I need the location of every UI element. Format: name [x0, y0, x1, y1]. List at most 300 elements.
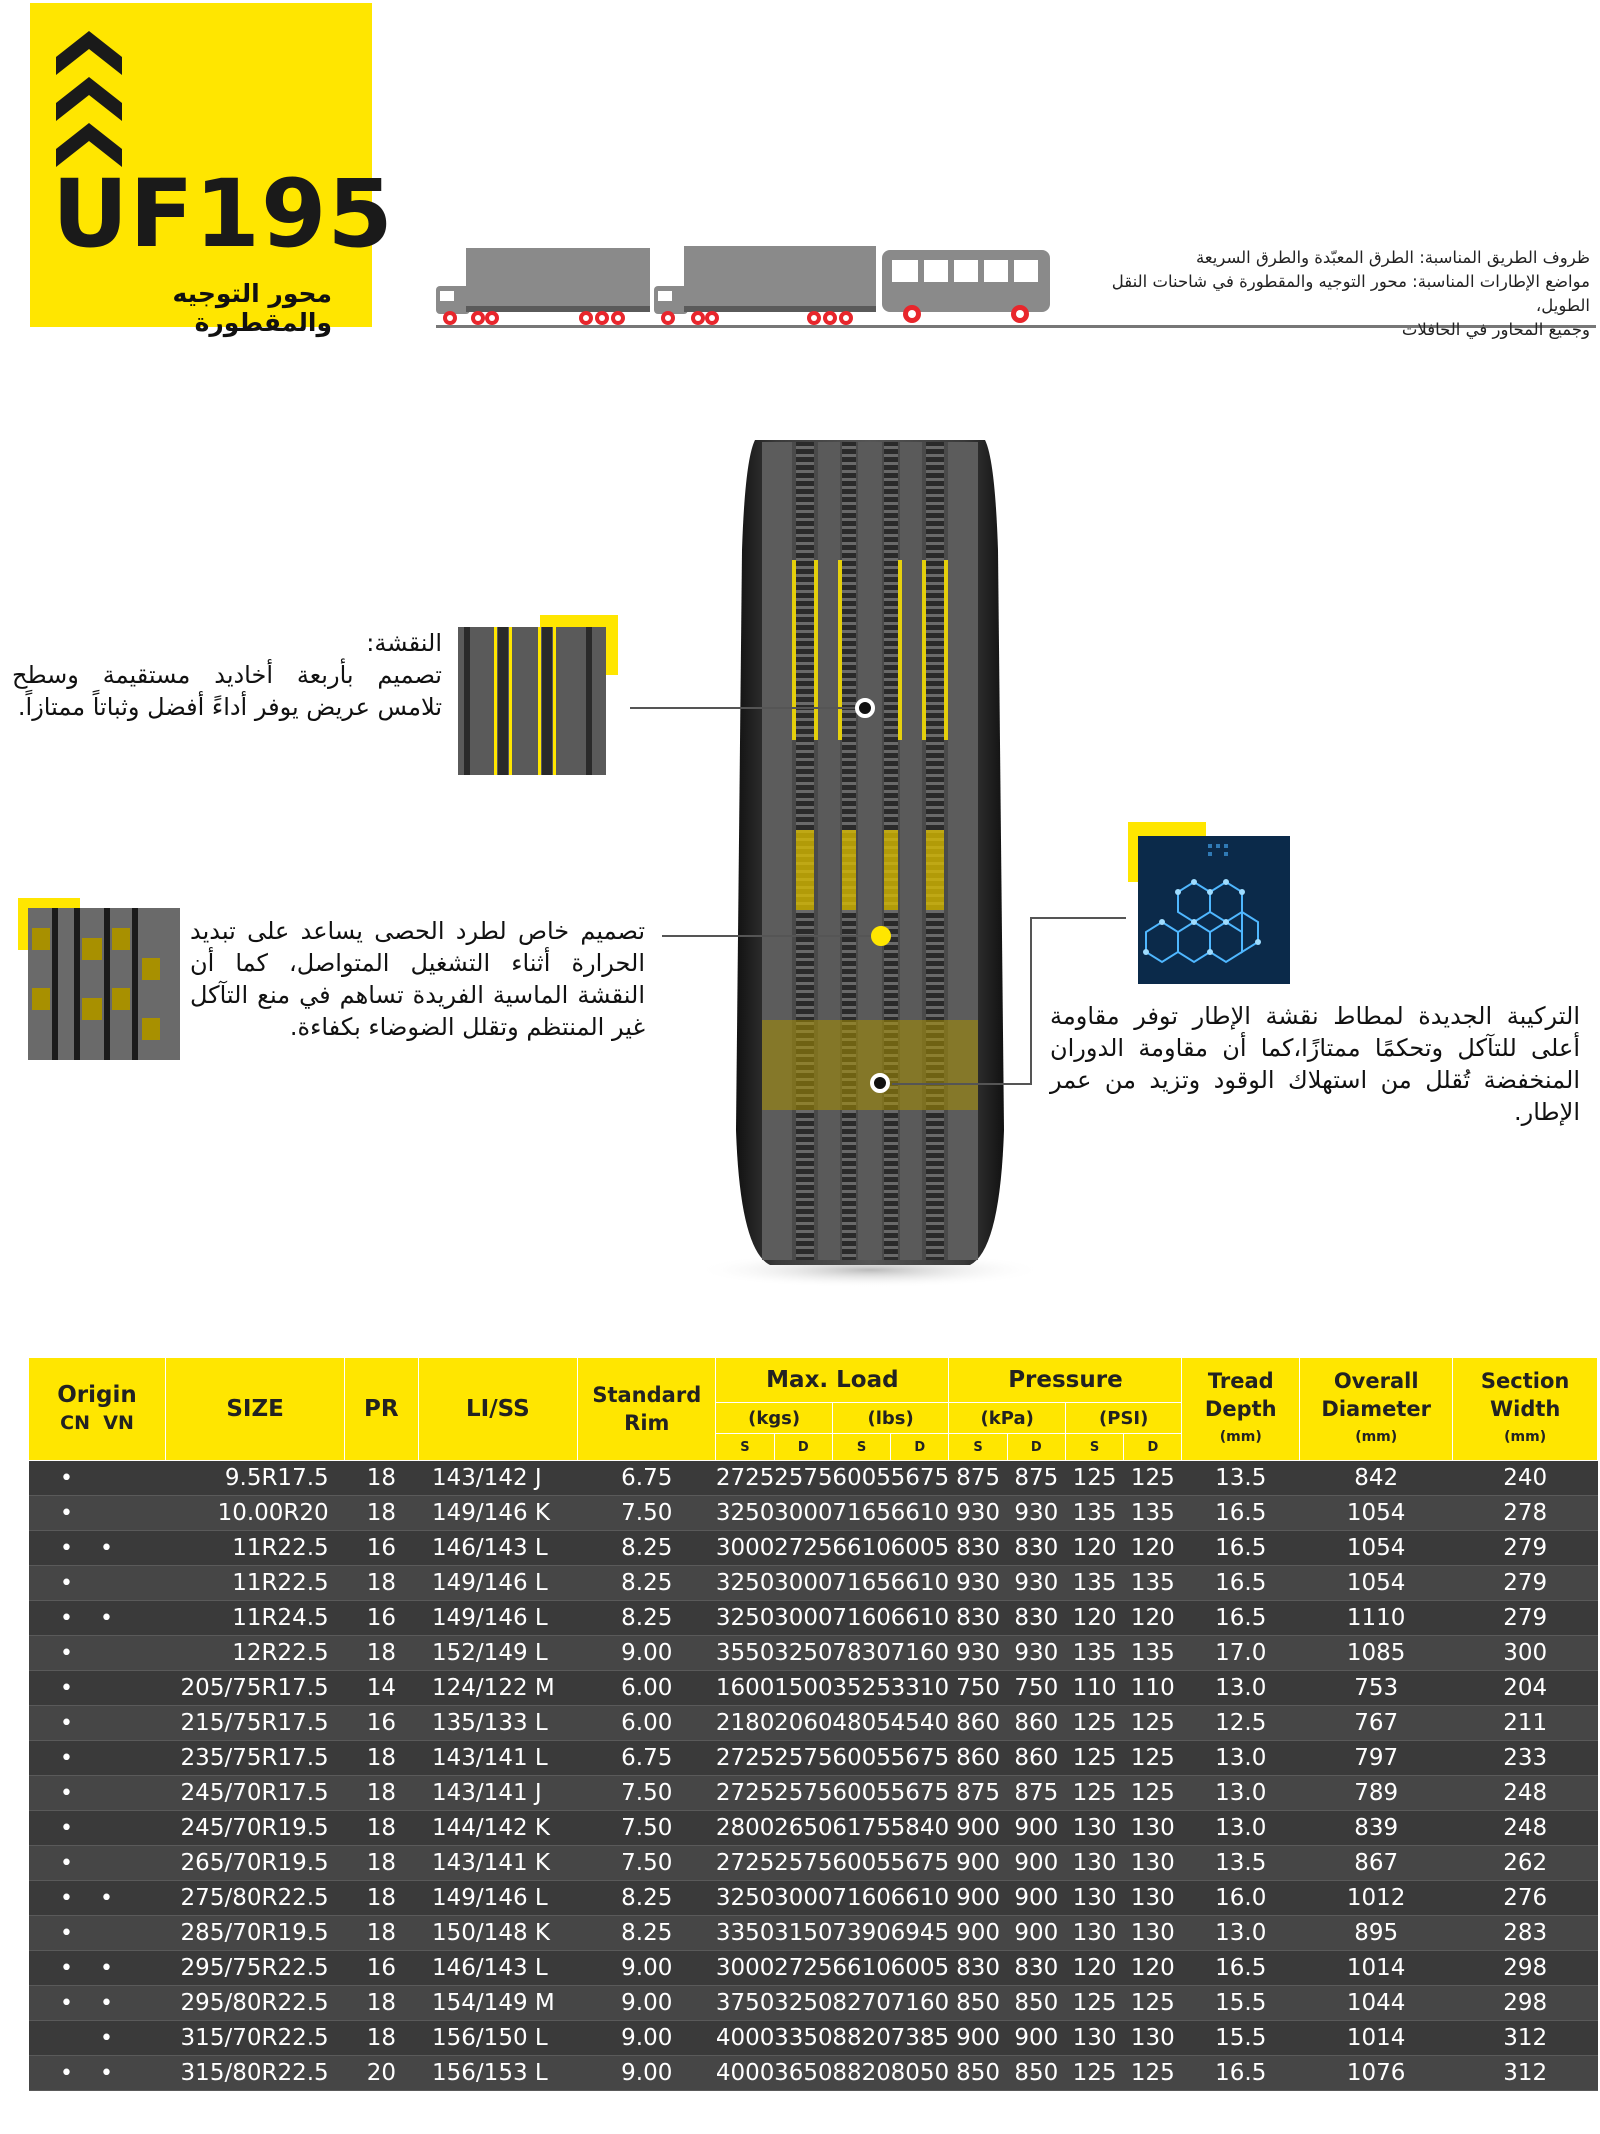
kgs-d-cell: 2575: [774, 1741, 832, 1776]
psi-s-cell: 135: [1065, 1636, 1123, 1671]
psi-d-cell: 120: [1124, 1601, 1182, 1636]
kgs-d-cell: 3000: [774, 1566, 832, 1601]
kpa-d-cell: 860: [1007, 1706, 1065, 1741]
origin-vn-mark: •: [100, 2026, 113, 2051]
tread-cell: 12.5: [1182, 1706, 1300, 1741]
tread-cell: 15.5: [1182, 2021, 1300, 2056]
psi-d-cell: 130: [1124, 1881, 1182, 1916]
size-cell: 295/75R22.5: [166, 1951, 345, 1986]
max-load-header: Max. Load: [716, 1358, 949, 1403]
kgs-s-cell: 3250: [716, 1881, 774, 1916]
pr-cell: 18: [345, 1986, 418, 2021]
psi-d-cell: 125: [1124, 1706, 1182, 1741]
psi-s-cell: 125: [1065, 1461, 1123, 1496]
size-cell: 285/70R19.5: [166, 1916, 345, 1951]
rim-cell: 8.25: [578, 1881, 716, 1916]
tread-cell: 16.5: [1182, 1496, 1300, 1531]
lbs-d-cell: 3310: [891, 1671, 949, 1706]
origin-cn-mark: •: [60, 1816, 73, 1841]
origin-vn-header: VN: [103, 1412, 134, 1434]
origin-vn-mark: •: [100, 1606, 113, 1631]
pr-header: PR: [345, 1358, 418, 1461]
origin-cell: [29, 1916, 166, 1951]
psi-d-cell: 130: [1124, 1846, 1182, 1881]
lbs-d-cell: 5675: [891, 1461, 949, 1496]
kpa-s-cell: 830: [949, 1951, 1007, 1986]
origin-cell: [29, 1566, 166, 1601]
kpa-d-cell: 875: [1007, 1776, 1065, 1811]
tread-cell: 15.5: [1182, 1986, 1300, 2021]
kpa-d-cell: 930: [1007, 1636, 1065, 1671]
psi-dual-header: D: [1124, 1434, 1182, 1461]
lbs-d-cell: 7385: [891, 2021, 949, 2056]
compound-leader-line-v: [1030, 917, 1032, 1085]
pr-cell: 18: [345, 1776, 418, 1811]
kgs-d-cell: 2650: [774, 1811, 832, 1846]
lbs-s-cell: 6005: [832, 1846, 890, 1881]
rim-cell: 9.00: [578, 1986, 716, 2021]
kgs-d-cell: 2060: [774, 1706, 832, 1741]
tread-cell: 16.5: [1182, 1531, 1300, 1566]
kpa-s-cell: 900: [949, 1916, 1007, 1951]
kgs-s-cell: 3550: [716, 1636, 774, 1671]
table-row: [29, 1811, 1598, 1846]
kpa-d-cell: 750: [1007, 1671, 1065, 1706]
stone-leader-line: [662, 935, 872, 937]
li-cell: 146/143 L: [418, 1951, 578, 1986]
sw-cell: 248: [1453, 1811, 1598, 1846]
lbs-d-cell: 7160: [891, 1636, 949, 1671]
origin-cell: [29, 1496, 166, 1531]
kpa-s-cell: 830: [949, 1601, 1007, 1636]
kgs-d-cell: 2725: [774, 1951, 832, 1986]
kgs-header: (kgs): [716, 1403, 833, 1434]
kgs-s-cell: 1600: [716, 1671, 774, 1706]
origin-cell: [29, 1846, 166, 1881]
kpa-header: (kPa): [949, 1403, 1066, 1434]
kgs-d-cell: 3650: [774, 2056, 832, 2091]
pr-cell: 16: [345, 1706, 418, 1741]
pr-cell: 18: [345, 1636, 418, 1671]
overall-diameter-header: Overall Diameter (mm): [1300, 1358, 1453, 1461]
origin-cell: [29, 1636, 166, 1671]
sw-cell: 312: [1453, 2021, 1598, 2056]
sw-cell: 283: [1453, 1916, 1598, 1951]
li-cell: 124/122 M: [418, 1671, 578, 1706]
kpa-d-cell: 900: [1007, 1811, 1065, 1846]
lbs-s-cell: 7160: [832, 1601, 890, 1636]
kpa-d-cell: 850: [1007, 2056, 1065, 2091]
od-cell: 1110: [1300, 1601, 1453, 1636]
lbs-s-cell: 8270: [832, 1986, 890, 2021]
psi-s-cell: 125: [1065, 1986, 1123, 2021]
kpa-d-cell: 900: [1007, 1846, 1065, 1881]
sw-cell: 298: [1453, 1986, 1598, 2021]
origin-cell: [29, 1531, 166, 1566]
pr-cell: 18: [345, 2021, 418, 2056]
lbs-dual-header: D: [891, 1434, 949, 1461]
tread-cell: 16.5: [1182, 1601, 1300, 1636]
tread-callout-text: تصميم بأربعة أخاديد مستقيمة وسطح تلامس عريض يوفر أداءً أفضل وثباتاً ممتازاً.: [12, 661, 442, 721]
size-cell: 265/70R19.5: [166, 1846, 345, 1881]
origin-cn-mark: •: [60, 1466, 73, 1491]
origin-cn-mark: •: [60, 1921, 73, 1946]
lbs-s-cell: 6175: [832, 1811, 890, 1846]
kpa-single-header: S: [949, 1434, 1007, 1461]
origin-cn-mark: •: [60, 1641, 73, 1666]
table-row: [29, 1986, 1598, 2021]
kgs-d-cell: 1500: [774, 1671, 832, 1706]
compound-text: التركيبة الجديدة لمطاط نقشة الإطار توفر مقاومة أعلى للتآكل وتحكمًا ممتازًا،كما أن مقاومة الدوران المنخفضة تُقلل من استهلاك الوقود وتزيد من عمر الإطار.: [1050, 1002, 1580, 1126]
origin-cell: [29, 1461, 166, 1496]
od-cell: 1044: [1300, 1986, 1453, 2021]
tread-cell: 13.0: [1182, 1776, 1300, 1811]
size-cell: 315/70R22.5: [166, 2021, 345, 2056]
kgs-d-cell: 2575: [774, 1846, 832, 1881]
table-row: [29, 1881, 1598, 1916]
lbs-d-cell: 7160: [891, 1986, 949, 2021]
table-row: [29, 1741, 1598, 1776]
psi-s-cell: 125: [1065, 2056, 1123, 2091]
origin-cn-mark: •: [60, 1571, 73, 1596]
table-row: [29, 2056, 1598, 2091]
origin-header: Origin CN VN: [29, 1358, 166, 1461]
kgs-d-cell: 3000: [774, 1881, 832, 1916]
psi-s-cell: 130: [1065, 1846, 1123, 1881]
kpa-s-cell: 850: [949, 1986, 1007, 2021]
psi-d-cell: 130: [1124, 1916, 1182, 1951]
size-cell: 11R22.5: [166, 1566, 345, 1601]
kgs-s-cell: 2725: [716, 1741, 774, 1776]
size-cell: 215/75R17.5: [166, 1706, 345, 1741]
wheel-position-text: مواضع الإطارات المناسبة: محور التوجيه والمقطورة في شاحنات النقل الطويل،: [1111, 272, 1590, 315]
li-cell: 144/142 K: [418, 1811, 578, 1846]
rim-cell: 7.50: [578, 1811, 716, 1846]
origin-cn-header: CN: [60, 1412, 91, 1434]
size-cell: 10.00R20: [166, 1496, 345, 1531]
kpa-d-cell: 930: [1007, 1496, 1065, 1531]
kpa-d-cell: 830: [1007, 1531, 1065, 1566]
kpa-s-cell: 900: [949, 1846, 1007, 1881]
table-row: [29, 1636, 1598, 1671]
li-cell: 156/153 L: [418, 2056, 578, 2091]
tread-cell: 17.0: [1182, 1636, 1300, 1671]
sw-cell: 262: [1453, 1846, 1598, 1881]
od-cell: 1014: [1300, 1951, 1453, 1986]
rim-cell: 8.25: [578, 1531, 716, 1566]
tread-marker: [855, 698, 875, 718]
psi-d-cell: 125: [1124, 1461, 1182, 1496]
od-cell: 1054: [1300, 1566, 1453, 1601]
psi-s-cell: 130: [1065, 2021, 1123, 2056]
origin-cell: [29, 1811, 166, 1846]
size-cell: 12R22.5: [166, 1636, 345, 1671]
psi-s-cell: 120: [1065, 1951, 1123, 1986]
kpa-s-cell: 930: [949, 1496, 1007, 1531]
kpa-d-cell: 900: [1007, 1881, 1065, 1916]
kgs-d-cell: 2575: [774, 1776, 832, 1811]
model-name: UF195: [52, 160, 394, 269]
origin-vn-mark: •: [100, 1991, 113, 2016]
table-row: [29, 1601, 1598, 1636]
kgs-s-cell: 4000: [716, 2056, 774, 2091]
psi-d-cell: 135: [1124, 1566, 1182, 1601]
tread-cell: 13.0: [1182, 1811, 1300, 1846]
kgs-s-cell: 4000: [716, 2021, 774, 2056]
size-cell: 9.5R17.5: [166, 1461, 345, 1496]
psi-d-cell: 135: [1124, 1496, 1182, 1531]
size-cell: 205/75R17.5: [166, 1671, 345, 1706]
origin-cn-mark: •: [60, 1746, 73, 1771]
lbs-s-cell: 6610: [832, 1531, 890, 1566]
kgs-s-cell: 3250: [716, 1566, 774, 1601]
size-cell: 295/80R22.5: [166, 1986, 345, 2021]
tread-cell: 13.5: [1182, 1461, 1300, 1496]
lbs-d-cell: 6945: [891, 1916, 949, 1951]
table-row: [29, 2021, 1598, 2056]
sw-cell: 276: [1453, 1881, 1598, 1916]
table-row: [29, 1461, 1598, 1496]
size-cell: 11R22.5: [166, 1531, 345, 1566]
kpa-s-cell: 750: [949, 1671, 1007, 1706]
li-cell: 143/141 K: [418, 1846, 578, 1881]
kgs-s-cell: 3250: [716, 1496, 774, 1531]
pr-cell: 16: [345, 1951, 418, 1986]
rim-cell: 7.50: [578, 1496, 716, 1531]
psi-d-cell: 125: [1124, 1741, 1182, 1776]
chevron-up-icon: [54, 29, 124, 169]
kpa-d-cell: 850: [1007, 1986, 1065, 2021]
liss-header: LI/SS: [418, 1358, 578, 1461]
lbs-s-cell: 3525: [832, 1671, 890, 1706]
sw-cell: 204: [1453, 1671, 1598, 1706]
od-cell: 1054: [1300, 1496, 1453, 1531]
table-row: [29, 1566, 1598, 1601]
psi-d-cell: 125: [1124, 1986, 1182, 2021]
origin-cell: [29, 1951, 166, 1986]
kgs-single-header: S: [716, 1434, 774, 1461]
lbs-s-cell: 7830: [832, 1636, 890, 1671]
kgs-s-cell: 2800: [716, 1811, 774, 1846]
tread-pattern-thumbnail: [458, 615, 618, 775]
pr-cell: 18: [345, 1916, 418, 1951]
kgs-s-cell: 2725: [716, 1846, 774, 1881]
lbs-s-cell: 6005: [832, 1461, 890, 1496]
tread-cell: 16.5: [1182, 1951, 1300, 1986]
truck-trailer-icon: [436, 248, 650, 325]
origin-cn-mark: •: [60, 1886, 73, 1911]
tread-cell: 16.0: [1182, 1881, 1300, 1916]
kgs-s-cell: 3000: [716, 1531, 774, 1566]
origin-cell: [29, 2056, 166, 2091]
li-cell: 143/142 J: [418, 1461, 578, 1496]
origin-cell: [29, 1776, 166, 1811]
lbs-d-cell: 5675: [891, 1846, 949, 1881]
table-row: [29, 1916, 1598, 1951]
sw-cell: 279: [1453, 1566, 1598, 1601]
size-cell: 235/75R17.5: [166, 1741, 345, 1776]
psi-d-cell: 125: [1124, 2056, 1182, 2091]
lbs-d-cell: 8050: [891, 2056, 949, 2091]
size-cell: 11R24.5: [166, 1601, 345, 1636]
pr-cell: 18: [345, 1811, 418, 1846]
kpa-s-cell: 900: [949, 1881, 1007, 1916]
sw-cell: 233: [1453, 1741, 1598, 1776]
origin-cell: [29, 1671, 166, 1706]
size-cell: 245/70R19.5: [166, 1811, 345, 1846]
od-cell: 1012: [1300, 1881, 1453, 1916]
kpa-s-cell: 900: [949, 2021, 1007, 2056]
lbs-header: (lbs): [832, 1403, 949, 1434]
li-cell: 154/149 M: [418, 1986, 578, 2021]
bus-icon: [882, 250, 1050, 323]
stone-ejector-text: تصميم خاص لطرد الحصى يساعد على تبديد الحرارة أثناء التشغيل المتواصل، كما أن النقشة الماسية الفريدة تساهم في منع التآكل غير المنتظم وتقلل الضوضاء بكفاءة.: [190, 917, 645, 1041]
li-cell: 150/148 K: [418, 1916, 578, 1951]
psi-d-cell: 125: [1124, 1776, 1182, 1811]
od-cell: 842: [1300, 1461, 1453, 1496]
li-cell: 143/141 J: [418, 1776, 578, 1811]
kpa-d-cell: 875: [1007, 1461, 1065, 1496]
lbs-s-cell: 7160: [832, 1881, 890, 1916]
kpa-s-cell: 860: [949, 1706, 1007, 1741]
od-cell: 1085: [1300, 1636, 1453, 1671]
li-cell: 143/141 L: [418, 1741, 578, 1776]
kgs-s-cell: 3750: [716, 1986, 774, 2021]
rim-cell: 8.25: [578, 1601, 716, 1636]
table-row: [29, 1846, 1598, 1881]
psi-d-cell: 130: [1124, 1811, 1182, 1846]
compound-leader-line-top: [1030, 917, 1126, 919]
sw-cell: 312: [1453, 2056, 1598, 2091]
psi-s-cell: 135: [1065, 1566, 1123, 1601]
kpa-dual-header: D: [1007, 1434, 1065, 1461]
rim-cell: 9.00: [578, 2056, 716, 2091]
li-cell: 135/133 L: [418, 1706, 578, 1741]
sw-cell: 279: [1453, 1531, 1598, 1566]
table-row: [29, 1776, 1598, 1811]
tread-leader-line: [630, 707, 865, 709]
psi-s-cell: 130: [1065, 1916, 1123, 1951]
li-cell: 149/146 K: [418, 1496, 578, 1531]
li-cell: 152/149 L: [418, 1636, 578, 1671]
tread-cell: 16.5: [1182, 1566, 1300, 1601]
tread-cell: 13.0: [1182, 1916, 1300, 1951]
kgs-s-cell: 2180: [716, 1706, 774, 1741]
compound-marker: [870, 1073, 890, 1093]
psi-d-cell: 120: [1124, 1531, 1182, 1566]
origin-cn-mark: •: [60, 1956, 73, 1981]
rim-cell: 9.00: [578, 2021, 716, 2056]
kpa-s-cell: 900: [949, 1811, 1007, 1846]
table-row: [29, 1671, 1598, 1706]
table-row: [29, 1496, 1598, 1531]
compound-leader-line-h: [892, 1083, 1032, 1085]
kpa-s-cell: 860: [949, 1741, 1007, 1776]
origin-cn-mark: •: [60, 1781, 73, 1806]
spec-table-body: [29, 1461, 1598, 2091]
rim-cell: 6.00: [578, 1706, 716, 1741]
pr-cell: 18: [345, 1881, 418, 1916]
origin-cn-mark: •: [60, 1676, 73, 1701]
kgs-s-cell: 2725: [716, 1776, 774, 1811]
sw-cell: 300: [1453, 1636, 1598, 1671]
pr-cell: 14: [345, 1671, 418, 1706]
origin-cell: [29, 1986, 166, 2021]
tread-cell: 13.0: [1182, 1741, 1300, 1776]
stone-ejector-thumbnail: [18, 898, 180, 1060]
psi-d-cell: 110: [1124, 1671, 1182, 1706]
rim-cell: 7.50: [578, 1776, 716, 1811]
table-row: [29, 1531, 1598, 1566]
origin-vn-mark: •: [100, 1956, 113, 1981]
tread-cell: 13.0: [1182, 1671, 1300, 1706]
stone-marker: [871, 926, 891, 946]
origin-vn-mark: •: [100, 1886, 113, 1911]
lbs-d-cell: 4540: [891, 1706, 949, 1741]
od-cell: 1054: [1300, 1531, 1453, 1566]
kgs-d-cell: 2575: [774, 1461, 832, 1496]
od-cell: 1014: [1300, 2021, 1453, 2056]
od-cell: 753: [1300, 1671, 1453, 1706]
lbs-s-cell: 6610: [832, 1951, 890, 1986]
psi-s-cell: 125: [1065, 1706, 1123, 1741]
rim-cell: 6.75: [578, 1461, 716, 1496]
psi-s-cell: 120: [1065, 1601, 1123, 1636]
kpa-d-cell: 830: [1007, 1951, 1065, 1986]
tread-callout-title: النقشة:: [366, 629, 442, 657]
origin-cn-mark: •: [60, 1711, 73, 1736]
pr-cell: 18: [345, 1496, 418, 1531]
pr-cell: 18: [345, 1461, 418, 1496]
kpa-d-cell: 900: [1007, 1916, 1065, 1951]
wheel-position-text-cont: وجميع المحاور في الحافلات: [1401, 320, 1590, 339]
psi-s-cell: 120: [1065, 1531, 1123, 1566]
section-width-header: Section Width (mm): [1453, 1358, 1598, 1461]
lbs-d-cell: 6005: [891, 1951, 949, 1986]
compound-molecule-thumbnail: [1128, 822, 1290, 984]
origin-cell: [29, 1601, 166, 1636]
tread-callout: [12, 627, 442, 723]
psi-s-cell: 130: [1065, 1811, 1123, 1846]
lbs-d-cell: 5840: [891, 1811, 949, 1846]
kpa-s-cell: 850: [949, 2056, 1007, 2091]
road-conditions-text: ظروف الطريق المناسبة: الطرق المعبّدة والطرق السريعة: [1195, 248, 1590, 267]
lbs-d-cell: 6610: [891, 1496, 949, 1531]
rim-cell: 8.25: [578, 1566, 716, 1601]
od-cell: 797: [1300, 1741, 1453, 1776]
model-subtitle: محور التوجيه والمقطورة: [172, 279, 332, 337]
origin-vn-mark: •: [100, 1536, 113, 1561]
lbs-d-cell: 6610: [891, 1881, 949, 1916]
kpa-s-cell: 930: [949, 1636, 1007, 1671]
vehicle-icons: [436, 246, 1052, 326]
pressure-header: Pressure: [949, 1358, 1182, 1403]
lbs-single-header: S: [832, 1434, 890, 1461]
kpa-d-cell: 930: [1007, 1566, 1065, 1601]
lbs-s-cell: 7390: [832, 1916, 890, 1951]
origin-cell: [29, 1881, 166, 1916]
psi-d-cell: 120: [1124, 1951, 1182, 1986]
kgs-dual-header: D: [774, 1434, 832, 1461]
lbs-s-cell: 7165: [832, 1566, 890, 1601]
kgs-d-cell: 3150: [774, 1916, 832, 1951]
tread-depth-header: Tread Depth (mm): [1182, 1358, 1300, 1461]
pr-cell: 20: [345, 2056, 418, 2091]
psi-s-cell: 125: [1065, 1741, 1123, 1776]
li-cell: 156/150 L: [418, 2021, 578, 2056]
li-cell: 149/146 L: [418, 1566, 578, 1601]
od-cell: 1076: [1300, 2056, 1453, 2091]
